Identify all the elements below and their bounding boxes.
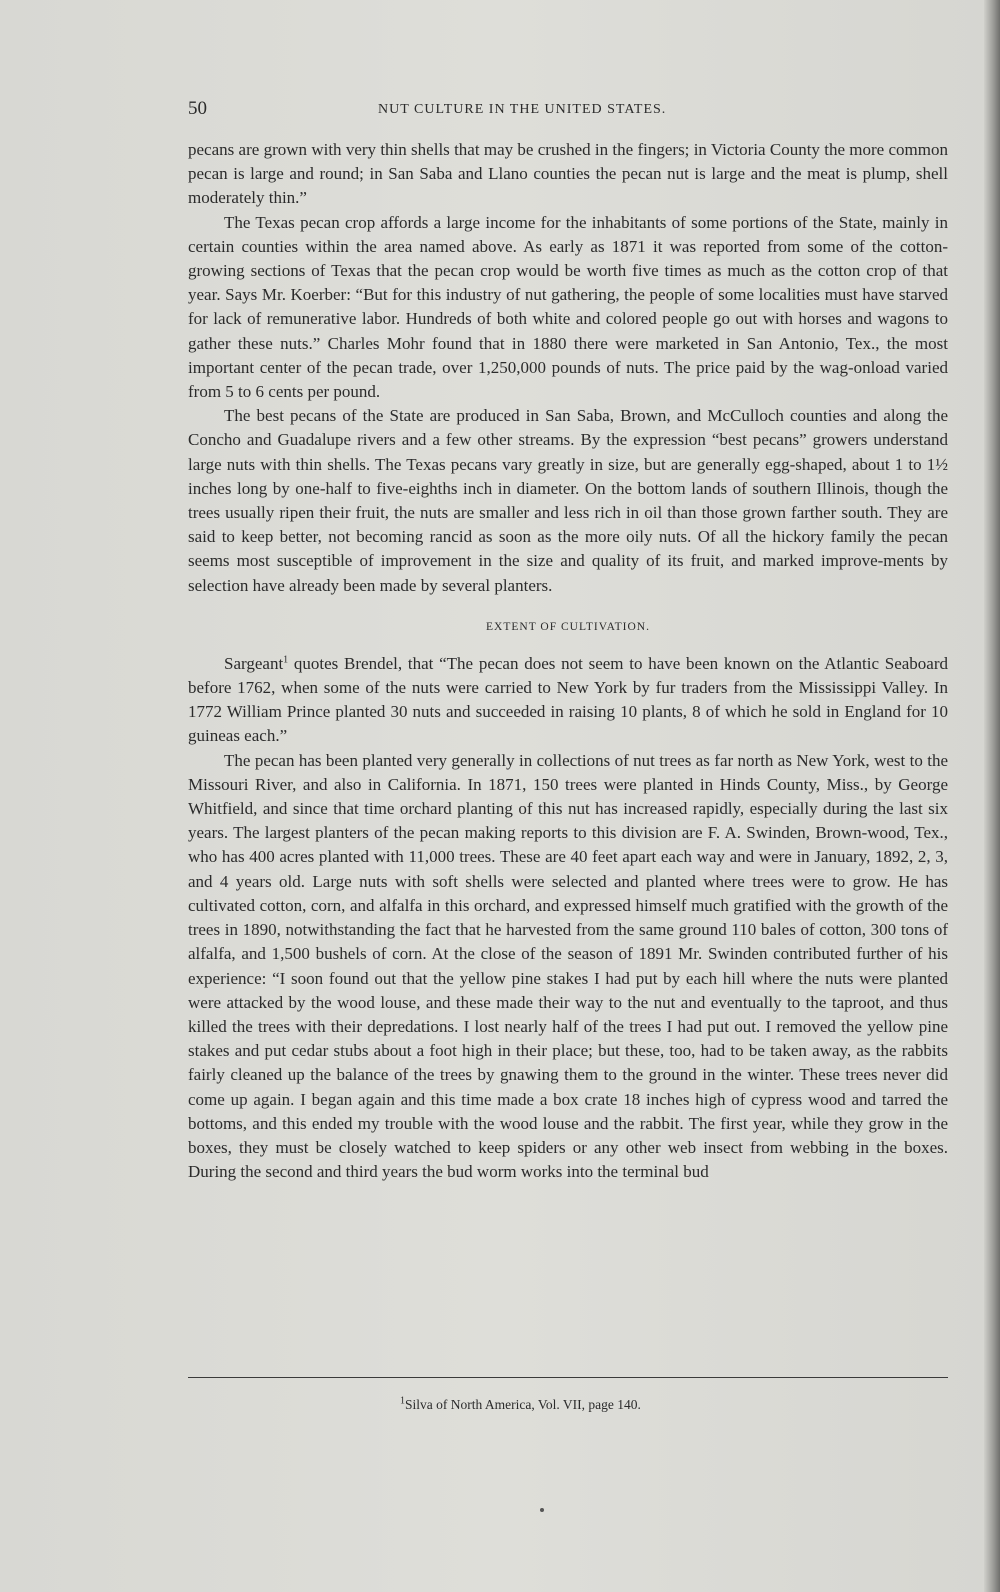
section-heading: EXTENT OF CULTIVATION. — [486, 620, 650, 633]
footnote-rule — [188, 1377, 948, 1378]
footnote — [400, 1397, 641, 1413]
paragraph: The Texas pecan crop affords a large income for the inhabitants of some portions of the State, mainly in certain counties within the area named above. As early as 1871 it was reported from some of the cotton-growing sections of Texas that the pecan crop would be worth five times as much as the cotton crop of that year. Says Mr. Koerber: “But for this industry of nut gathering, the people of some localities must have starved for lack of remunerative labor. Hundreds of both white and colored people go out with horses and wagons to gather these nuts.” Charles Mohr found that in 1880 there were marketed in San Antonio, Tex., the most important center of the pecan trade, over 1,250,000 pounds of nuts. The price paid by the wag-onload varied from 5 to 6 cents per pound. — [188, 212, 948, 402]
page-binding-edge — [984, 0, 1000, 1592]
footnote-marker: 1 — [400, 1395, 405, 1407]
page-header — [188, 98, 948, 124]
page-number: 50 — [188, 98, 207, 119]
paragraph-text: quotes Brendel, that “The pecan does not seem to have been known on the Atlantic Seaboard before 1762, when some of the nuts were carried to New York by fur traders from the Mississippi Valley. In 1772 William Prince planted 30 nuts and succeeded in raising 10 plants, 8 of which he sold in England for 10 guineas each.” — [188, 653, 948, 746]
paragraph: The pecan has been planted very generally in collections of nut trees as far north as New York, west to the Missouri River, and also in California. In 1871, 150 trees were planted in Hinds County, Miss., by George Whitfield, and since that time orchard planting of this nut has increased rapidly, especially during the last six years. The largest planters of the pecan making reports to this division are F. A. Swinden, Brown-wood, Tex., who has 400 acres planted with 11,000 trees. These are 40 feet apart each way and were in January, 1892, 2, 3, and 4 years old. Large nuts with soft shells were selected and planted where trees were to grow. He has cultivated cotton, corn, and alfalfa in this orchard, and expressed himself much gratified with the growth of the trees in 1890, notwithstanding the fact that he harvested from the same ground 110 bales of cotton, 300 tons of alfalfa, and 1,500 bushels of corn. At the close of the season of 1891 Mr. Swinden contributed further of his experience: “I soon found out that the yellow pine stakes I had put by each hill where the nuts were planted were attacked by the wood louse, and these made their way to the nut and eventually to the taproot, and thus killed the trees with their depredations. I lost nearly half of the trees I had put out. I removed the yellow pine stakes and put cedar stubs about a foot high in their place; but these, too, had to be taken away, as the rabbits fairly cleaned up the balance of the trees by gnawing them to the ground in the winter. These trees never did come up again. I began again and this time made a box crate 18 inches high of cypress wood and tarred the bottoms, and this ended my trouble with the wood louse and the rabbit. The first year, while they grow in the boxes, they must be closely watched to keep spiders or any other web insect from webbing in the boxes. During the second and third years the bud worm works into the terminal bud — [188, 750, 948, 1182]
footnote-text: Silva of North America, Vol. VII, page 140. — [405, 1397, 641, 1412]
footnote-reference: 1 — [283, 654, 289, 666]
paragraph-text: Sargeant — [224, 653, 284, 673]
paragraph: The best pecans of the State are produced in San Saba, Brown, and McCulloch counties and along the Concho and Guadalupe rivers and a few other streams. By the expression “best pecans” growers understand large nuts with thin shells. The Texas pecans vary greatly in size, but are generally egg-shaped, about 1 to 1½ inches long by one-half to five-eighths inch in diameter. On the bottom lands of southern Illinois, though the trees usually ripen their fruit, the nuts are smaller and less rich in oil than those grown farther south. They are said to keep better, not becoming rancid as soon as the more oily nuts. Of all the hickory family the pecan seems most susceptible of improvement in the size and quality of its fruit, and marked improve-ments by selection have already been made by several planters. — [188, 406, 948, 595]
body-text — [188, 138, 948, 1184]
print-speck — [540, 1508, 544, 1512]
paragraph — [188, 652, 948, 749]
running-title: NUT CULTURE IN THE UNITED STATES. — [378, 102, 667, 117]
paragraph: pecans are grown with very thin shells that may be crushed in the fingers; in Victoria County the more common pecan is large and round; in San Saba and Llano counties the pecan nut is large and the meat is plump, shell moderately thin.” — [188, 140, 948, 208]
